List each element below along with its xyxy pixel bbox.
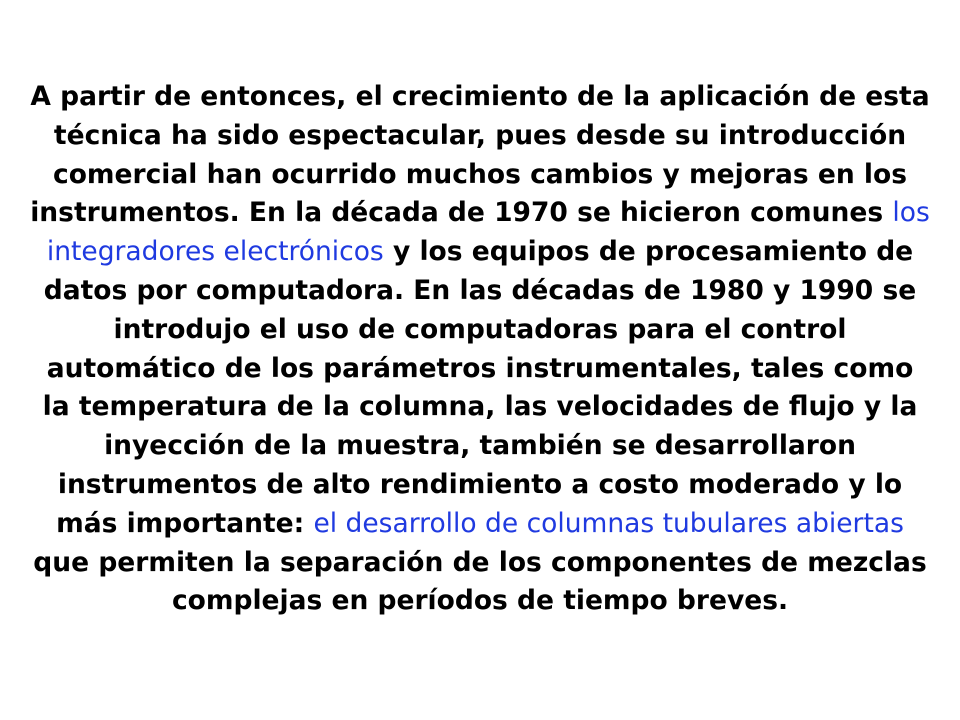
paragraph-text-2: y los equipos de procesamiento de datos por computadora. En las décadas de 1980 y 1990 se introdujo el uso de computadoras para el control automático de los parámetros instrumentales, tales como la temperatura de la columna, las velocidades de flujo y la inyección de la muestra, también se desarrollaron instrumentos de alto rendimiento a costo moderado y lo más importante:: [42, 236, 918, 539]
body-paragraph: [30, 78, 930, 621]
highlight-columnas-tubulares: el desarrollo de columnas tubulares abiertas: [313, 507, 904, 539]
paragraph-text-3: que permiten la separación de los componentes de mezclas complejas en períodos de tiempo breves.: [33, 546, 927, 617]
paragraph-text-1: A partir de entonces, el crecimiento de la aplicación de esta técnica ha sido espectacular, pues desde su introducción comercial han ocurrido muchos cambios y mejoras en los instrumentos. En la década de 1970 se hicieron comunes: [30, 81, 930, 229]
highlight-integradores: los integradores electrónicos: [46, 197, 930, 268]
